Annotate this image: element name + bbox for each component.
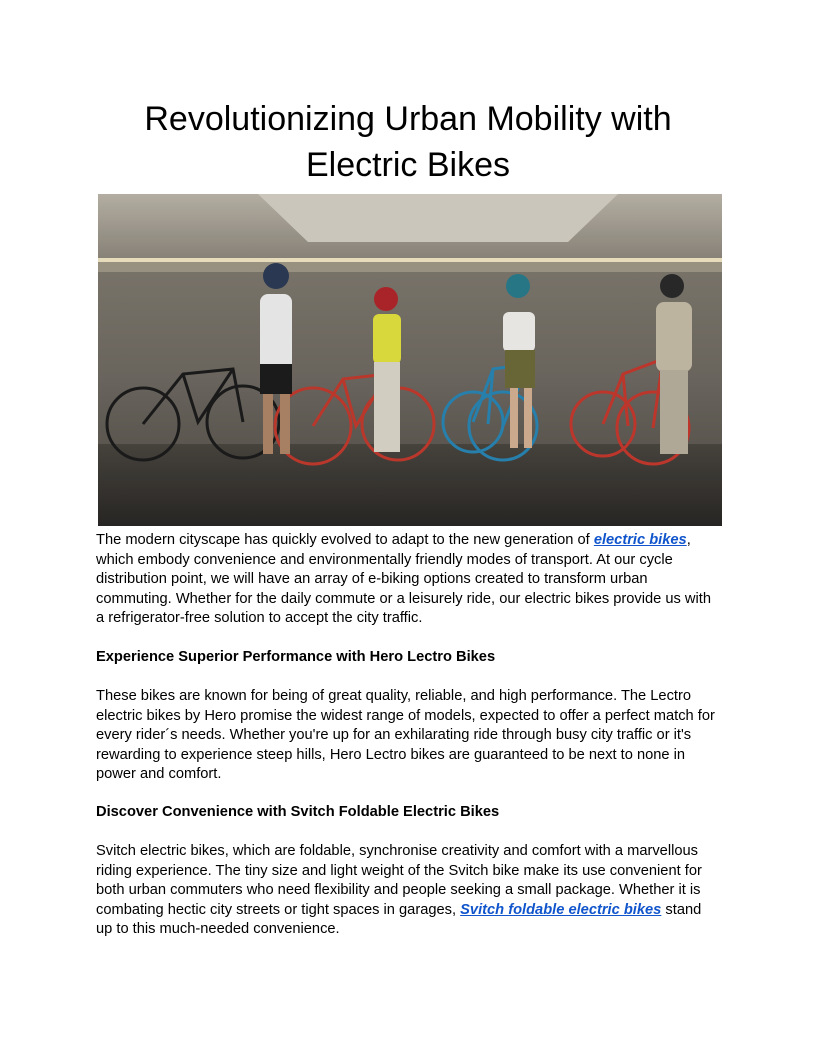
hero-image (98, 194, 722, 526)
svitch-foldable-electric-bikes-link[interactable]: Svitch foldable electric bikes (460, 901, 662, 918)
section-body-hero-lectro: These bikes are known for being of great quality, reliable, and high performance. The Lectro electric bikes by Hero promise the widest range of models, expected to offer a perfect match for every rider´s needs. Whether you're up for an exhilarating ride through busy city traffic or it's rewarding to experience steep hills, Hero Lectro bikes are guaranteed to be next to none in power and comfort. (96, 688, 715, 782)
electric-bikes-link[interactable]: electric bikes (593, 532, 687, 548)
page-title: Revolutionizing Urban Mobility with Electric Bikes (144, 100, 672, 184)
section-heading-svitch: Discover Convenience with Svitch Foldable Electric Bikes (96, 804, 500, 820)
section-body-svitch (96, 842, 720, 940)
section-heading-hero-lectro: Experience Superior Performance with Hero Lectro Bikes (96, 649, 496, 665)
document-page (96, 96, 720, 188)
intro-text-start: The modern cityscape has quickly evolved to adapt to the new generation of (96, 532, 594, 548)
people-with-bicycles-photo (98, 194, 722, 526)
svitch-text-start: Svitch electric bikes, which are foldable, synchronise creativity and comfort with a marvellous riding experience. The tiny size and light weight of the Svitch bike make its use convenient for both urban commuters who need flexibility and people seeking a small package. Whether it is combating hectic city streets or tight spaces in garages, (96, 843, 702, 918)
svitch-text-end: stand up to this much-needed convenience. (96, 901, 702, 937)
intro-paragraph (96, 531, 720, 629)
intro-text-end: , which embody convenience and environmentally friendly modes of transport. At our cycle distribution point, we will have an array of e-biking options created to transform urban commuting. Whether for the daily commute or a leisurely ride, our electric bikes provide us with a refrigerator-free solution to accept the city traffic. (96, 532, 711, 626)
